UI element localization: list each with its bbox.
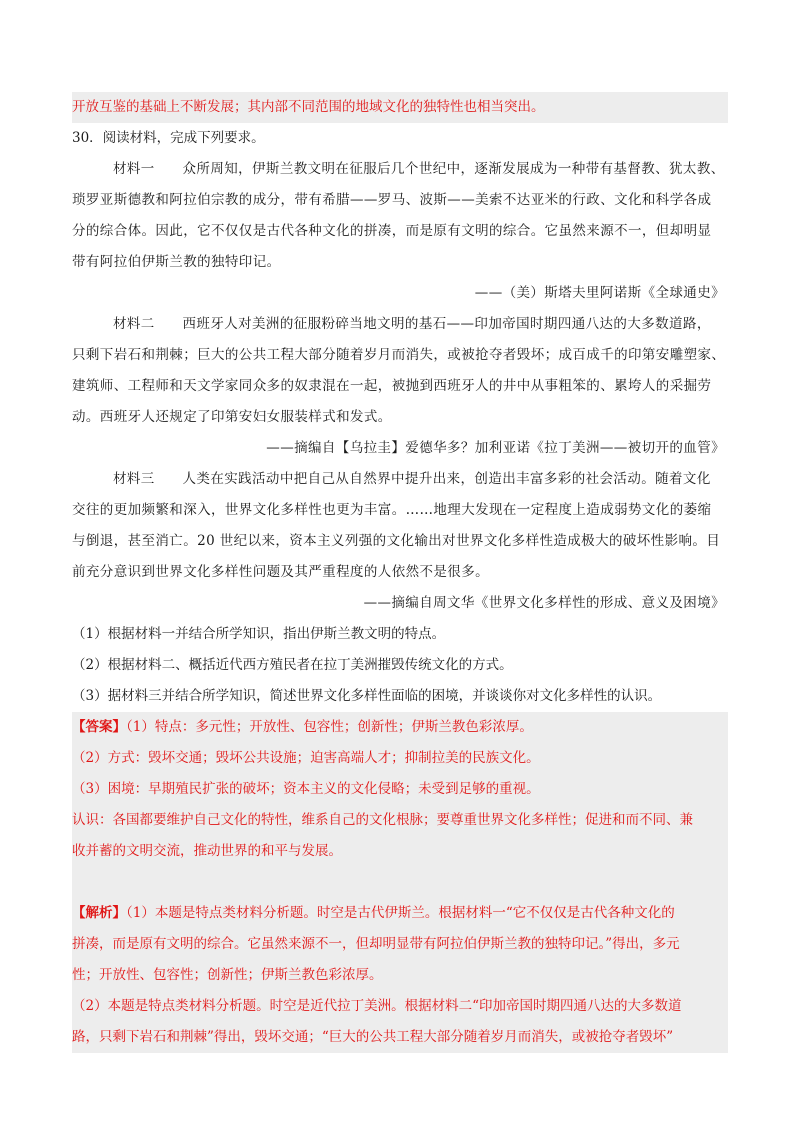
analysis-line-1	[72, 898, 728, 929]
material3-line: 前充分意识到世界文化多样性问题及其严重程度的人依然不是很多。	[72, 564, 489, 580]
answer-line-4: 认识：各国都要维护自己文化的特性，维系自己的文化根脉；要尊重世界文化多样性；促进和而不同、兼	[72, 812, 693, 828]
answer-block	[72, 712, 728, 1053]
material1-line: 带有阿拉伯伊斯兰教的独特印记。	[72, 254, 281, 270]
answer-line-2: （2）方式：毁坏交通；毁坏公共设施；迫害高端人才；抑制拉美的民族文化。	[72, 750, 540, 766]
answer-tag: 【答案】	[72, 719, 126, 735]
answer-line-5: 收并蓄的文明交流，推动世界的和平与发展。	[72, 843, 342, 859]
answer-text: （1）特点：多元性；开放性、包容性；创新性；伊斯兰教色彩浓厚。	[126, 719, 533, 735]
material3-line	[72, 464, 728, 495]
analysis-line-5: 路，只剩下岩石和荆棘”得出，毁坏交通；“巨大的公共工程大部分随着岁月而消失，或被抢夺者毁坏”	[72, 1029, 674, 1045]
material2-line: 只剩下岩石和荆棘；巨大的公共工程大部分随着岁月而消失，或被抢夺者毁坏；成百成千的印第安雕塑家、	[72, 347, 726, 363]
material2-label: 材料二	[113, 316, 155, 332]
analysis-line-2: 拼凑，而是原有文明的综合。它虽然来源不一，但却明显带有阿拉伯伊斯兰教的独特印记。”得出，多元	[72, 936, 680, 952]
material1-line	[72, 154, 728, 185]
material2-text: 西班牙人对美洲的征服粉碎当地文明的基石——印加帝国时期四通八达的大多数道路，	[182, 316, 711, 332]
answer-line-3: （3）困境：早期殖民扩张的破坏；资本主义的文化侵略；未受到足够的重视。	[72, 781, 540, 797]
material2-line: 建筑师、工程师和天文学家同众多的奴隶混在一起，被抛到西班牙人的井中从事粗笨的、累垮人的采掘劳	[72, 378, 712, 394]
material2-line	[72, 309, 728, 340]
question-number: 30．	[72, 130, 103, 146]
analysis-line-4: （2）本题是特点类材料分析题。时空是近代拉丁美洲。根据材料二“印加帝国时期四通八达的大多数道	[72, 998, 682, 1014]
material3-text: 人类在实践活动中把自己从自然界中提升出来，创造出丰富多彩的社会活动。随着文化	[182, 471, 711, 487]
analysis-tag: 【解析】	[72, 905, 126, 921]
material3-line: 与倒退，甚至消亡。20 世纪以来，资本主义列强的文化输出对世界文化多样性造成极大的破坏性影响。目	[72, 533, 721, 549]
answer-line-1	[72, 712, 728, 743]
question-header	[72, 123, 728, 154]
material1-source: ——（美）斯塔夫里阿诺斯《全球通史》	[474, 285, 725, 301]
previous-answer-tail: 开放互鉴的基础上不断发展；其内部不同范围的地域文化的独特性也相当突出。	[72, 92, 728, 123]
sub-question-3: （3）据材料三并结合所学知识，简述世界文化多样性面临的困境，并谈谈你对文化多样性的认识。	[72, 688, 662, 704]
material1-text: 众所周知，伊斯兰教文明在征服后几个世纪中，逐渐发展成为一种带有基督教、犹太教、	[182, 161, 725, 177]
analysis-line-3: 性；开放性、包容性；创新性；伊斯兰教色彩浓厚。	[72, 967, 383, 983]
document-page	[72, 92, 728, 1053]
material3-line: 交往的更加频繁和深入，世界文化多样性也更为丰富。……地理大发现在一定程度上造成弱势文化的萎缩	[72, 502, 712, 518]
analysis-text: （1）本题是特点类材料分析题。时空是古代伊斯兰。根据材料一“它不仅仅是古代各种文化的	[126, 905, 675, 921]
sub-question-2: （2）根据材料二、概括近代西方殖民者在拉丁美洲摧毁传统文化的方式。	[72, 657, 513, 673]
material2-source: ——摘编自【乌拉圭】爱德华多？加利亚诺《拉丁美洲——被切开的血管》	[266, 440, 725, 456]
material2-line: 动。西班牙人还规定了印第安妇女服装样式和发式。	[72, 409, 392, 425]
spacer	[72, 867, 728, 898]
material3-source: ——摘编自周文华《世界文化多样性的形成、意义及困境》	[363, 595, 725, 611]
sub-question-1: （1）根据材料一并结合所学知识，指出伊斯兰教文明的特点。	[72, 626, 446, 642]
material1-line: 分的综合体。因此，它不仅仅是古代各种文化的拼凑，而是原有文明的综合。它虽然来源不一，但却明显	[72, 223, 712, 239]
material3-label: 材料三	[113, 471, 155, 487]
material1-line: 琐罗亚斯德教和阿拉伯宗教的成分，带有希腊——罗马、波斯——美索不达亚米的行政、文化和科学各成	[72, 192, 712, 208]
material1-label: 材料一	[113, 161, 155, 177]
question-prompt: 阅读材料，完成下列要求。	[102, 130, 265, 146]
